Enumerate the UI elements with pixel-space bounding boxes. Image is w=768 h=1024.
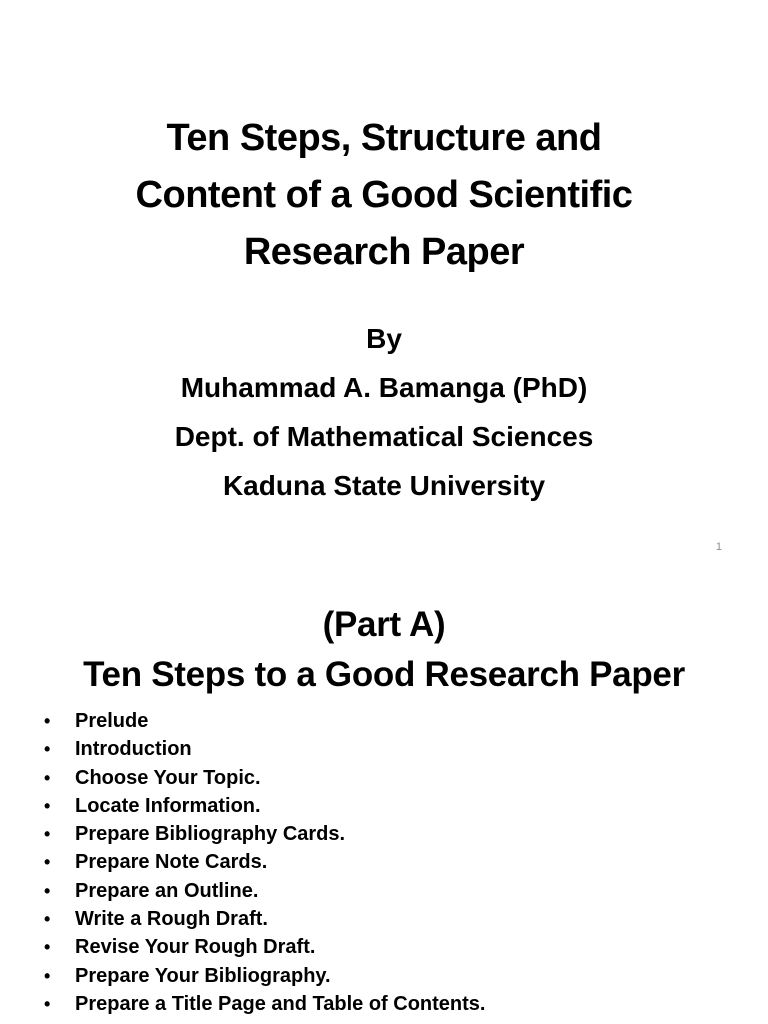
slide-2 <box>0 570 768 1024</box>
list-item-text: Introduction <box>75 738 192 761</box>
list-item <box>44 764 485 792</box>
bullet-icon: • <box>44 993 51 1014</box>
author-department: Dept. of Mathematical Sciences <box>174 421 594 452</box>
bullet-icon: • <box>44 937 51 958</box>
bullet-icon: • <box>44 824 51 845</box>
list-item <box>44 877 485 905</box>
title-line: Content of a Good Scientific <box>135 174 633 216</box>
title-line: Ten Steps to a Good Research Paper <box>83 655 685 694</box>
bullet-icon: • <box>44 767 51 788</box>
slide-1-title <box>40 110 728 281</box>
list-item <box>44 792 485 820</box>
bullet-icon: • <box>44 739 51 760</box>
list-item-text: Revise Your Rough Draft. <box>75 936 316 959</box>
list-item-text: Write a Rough Draft. <box>75 908 268 931</box>
byline-by: By <box>366 323 402 354</box>
list-item <box>44 820 485 848</box>
author-institution: Kaduna State University <box>222 470 546 501</box>
steps-list <box>44 707 485 1018</box>
bullet-icon: • <box>44 852 51 873</box>
list-item-text: Prepare Note Cards. <box>75 851 268 874</box>
bullet-icon: • <box>44 880 51 901</box>
list-item <box>44 735 485 763</box>
author-byline <box>40 314 728 510</box>
list-item-text: Prepare Bibliography Cards. <box>75 823 346 846</box>
list-item <box>44 707 485 735</box>
list-item-text: Prelude <box>75 710 149 732</box>
bullet-icon: • <box>44 965 51 986</box>
list-item <box>44 933 485 961</box>
title-line: Research Paper <box>243 231 525 273</box>
title-line: (Part A) <box>322 605 446 644</box>
list-item-text: Prepare Your Bibliography. <box>75 964 331 987</box>
slide-number: 1 <box>715 541 722 553</box>
list-item <box>44 848 485 876</box>
list-item <box>44 990 485 1018</box>
list-item-text: Prepare an Outline. <box>75 879 259 902</box>
list-item-text: Prepare a Title Page and Table of Contents. <box>75 992 486 1015</box>
list-item <box>44 905 485 933</box>
list-item-text: Locate Information. <box>75 794 261 817</box>
bullet-icon: • <box>44 795 51 816</box>
author-name: Muhammad A. Bamanga (PhD) <box>180 372 588 403</box>
bullet-icon: • <box>44 909 51 930</box>
slide-2-title <box>40 600 728 700</box>
title-line: Ten Steps, Structure and <box>166 117 602 159</box>
list-item-text: Choose Your Topic. <box>75 766 261 789</box>
bullet-icon: • <box>44 711 51 731</box>
list-item <box>44 962 485 990</box>
